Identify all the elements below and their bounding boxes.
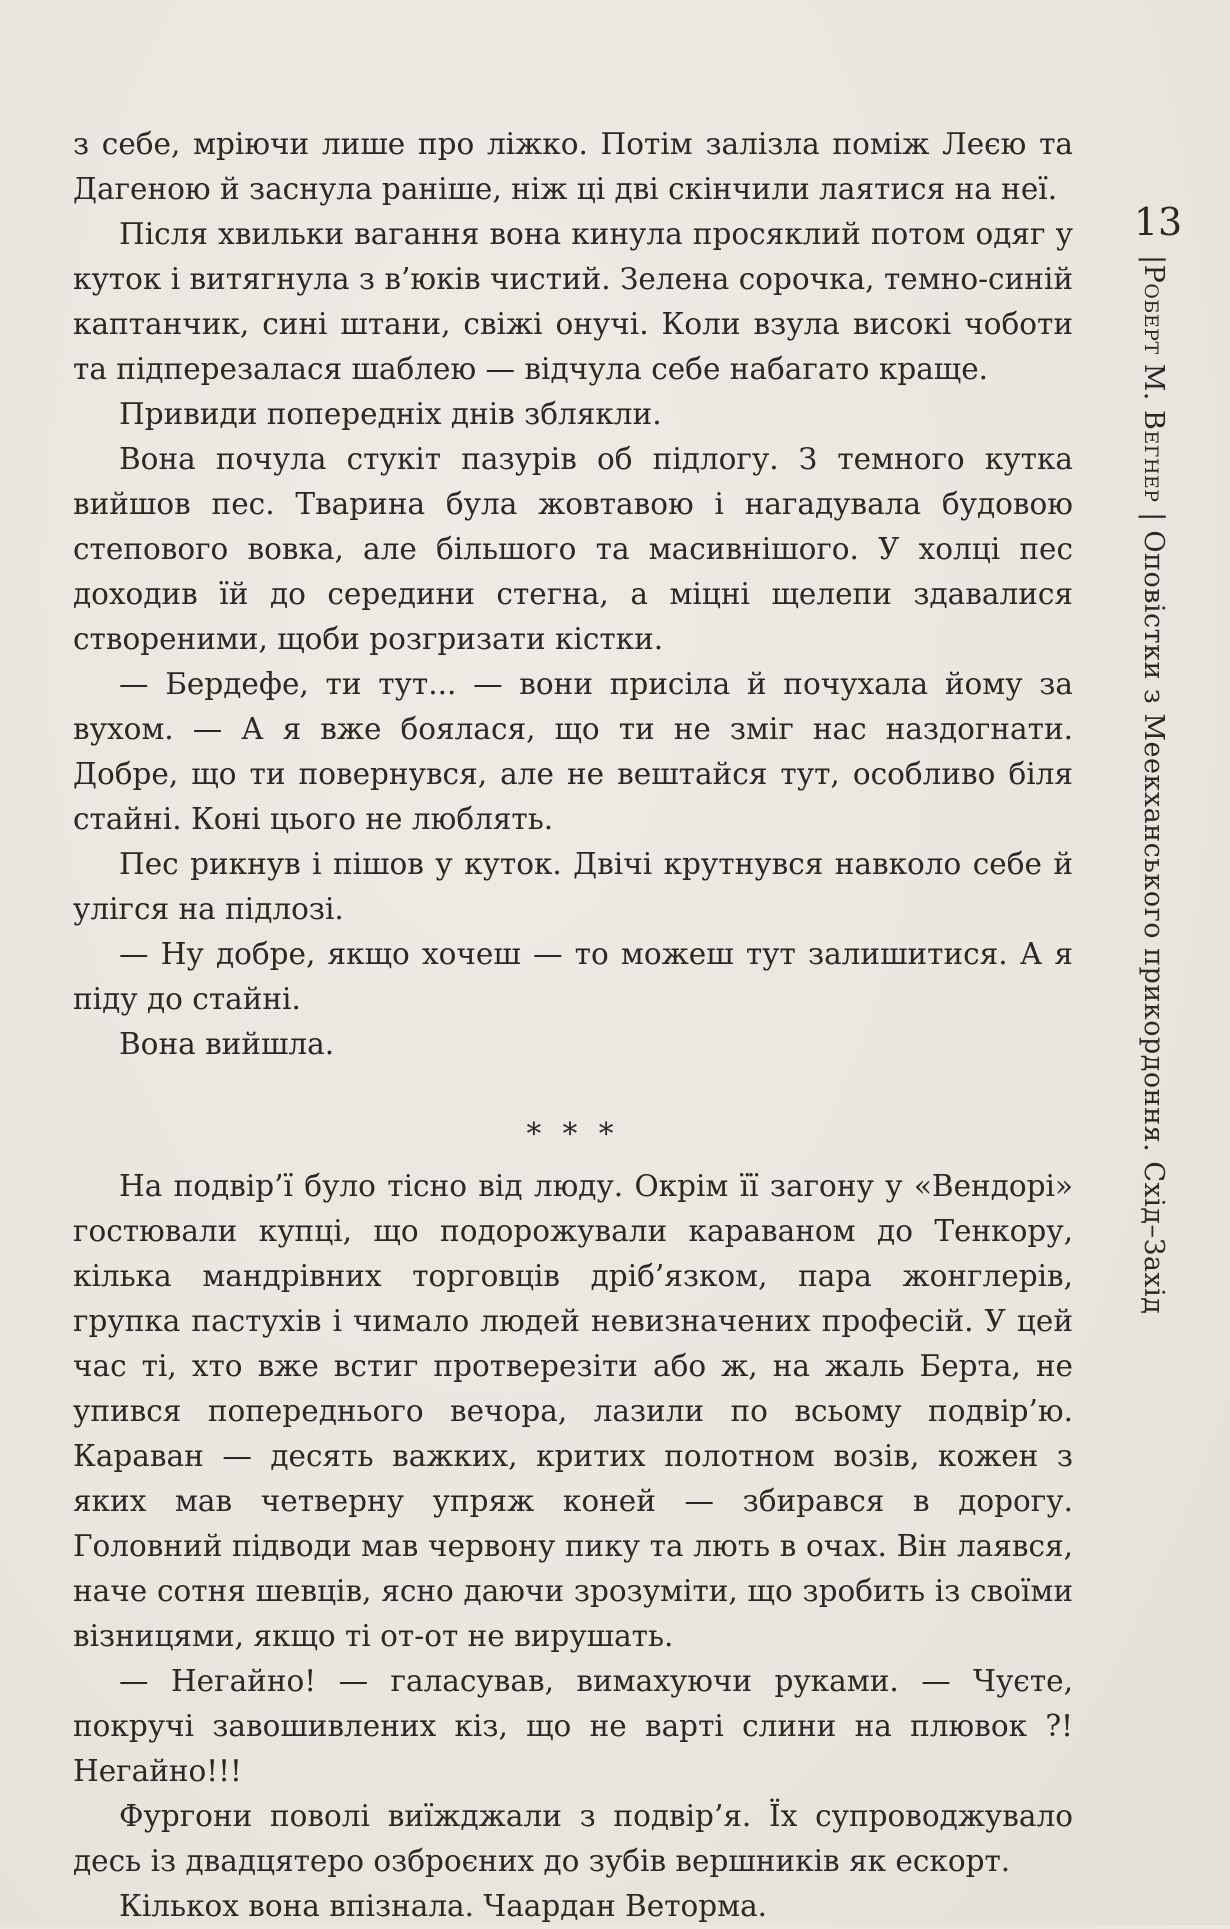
paragraph-1: з себе, мріючи лише про ліжко. Потім залізла поміж Леєю та Дагеною й заснула раніше, ніж ці дві скінчили лаятися на неї. <box>73 127 1073 206</box>
paragraph-6: Пес рикнув і пішов у куток. Двічі крутнувся навколо себе й улігся на підлозі. <box>73 847 1073 926</box>
running-head <box>1138 255 1169 1314</box>
running-head-divider: | <box>1138 255 1169 265</box>
running-head-author: Роберт М. Вегнер <box>1138 264 1169 503</box>
paragraph-2: Після хвильки вагання вона кинула просяклий потом одяг у куток і витягнула з в’юків чистий. Зелена сорочка, темно-синій каптанчик, сині штани, свіжі онучі. Коли взула високі чоботи та підперезалася шаблею — відчула себе набагато краще. <box>73 217 1073 386</box>
paragraph-8: Вона вийшла. <box>119 1027 335 1061</box>
paragraph-3: Привиди попередніх днів зблякли. <box>119 397 662 431</box>
paragraph-5: — Бердефе, ти тут... — вони присіла й почухала йому за вухом. — А я вже боялася, що ти не зміг нас наздогнати. Добре, що ти повернувся, але не вештайся тут, особливо біля стайні. Коні цього не люблять. <box>73 667 1073 836</box>
section-separator: * * * <box>526 1117 620 1151</box>
paragraph-4: Вона почула стукіт пазурів об підлогу. З темного кутка вийшов пес. Тварина була жовтавою і нагадувала будовою степового вовка, але більшого та масивнішого. У холці пес доходив їй до середини стегна, а міцні щелепи здавалися створеними, щоби розгризати кістки. <box>73 442 1073 656</box>
body-text <box>73 122 1073 1929</box>
running-head-divider: | <box>1138 502 1169 531</box>
paragraph-9: На подвір’ї було тісно від люду. Окрім її загону у «Вендорі» гостювали купці, що подорожували караваном до Тенкору, кілька мандрівних торговців дріб’язком, пара жонглерів, групка пастухів і чимало людей невизначених професій. У цей час ті, хто вже встиг протверезіти або ж, на жаль Берта, не упився попереднього вечора, лазили по всьому подвір’ю. Караван — десять важких, критих полотном возів, кожен з яких мав четверну упряж коней — збирався в дорогу. Головний підводи мав червону пику та лють в очах. Він лаявся, наче сотня шевців, ясно даючи зрозуміти, що зробить із своїми візницями, якщо ті от-от не вирушать. <box>73 1169 1073 1653</box>
running-head-title: Оповістки з Меекханського прикордоння. Схід–Захід <box>1138 530 1169 1315</box>
page-number: 13 <box>1133 200 1183 244</box>
paragraph-10: — Негайно! — галасував, вимахуючи руками. — Чуєте, покручі завошивлених кіз, що не варті слини на плювок ?! Негайно!!! <box>73 1664 1073 1788</box>
paragraph-7: — Ну добре, якщо хочеш — то можеш тут залишитися. А я піду до стайні. <box>73 937 1073 1016</box>
paragraph-11: Фургони поволі виїжджали з подвір’я. Їх супроводжувало десь із двадцятеро озброєних до зубів вершників як ескорт. <box>73 1799 1073 1878</box>
paragraph-12: Кількох вона впізнала. Чаардан Веторма. <box>119 1889 768 1923</box>
